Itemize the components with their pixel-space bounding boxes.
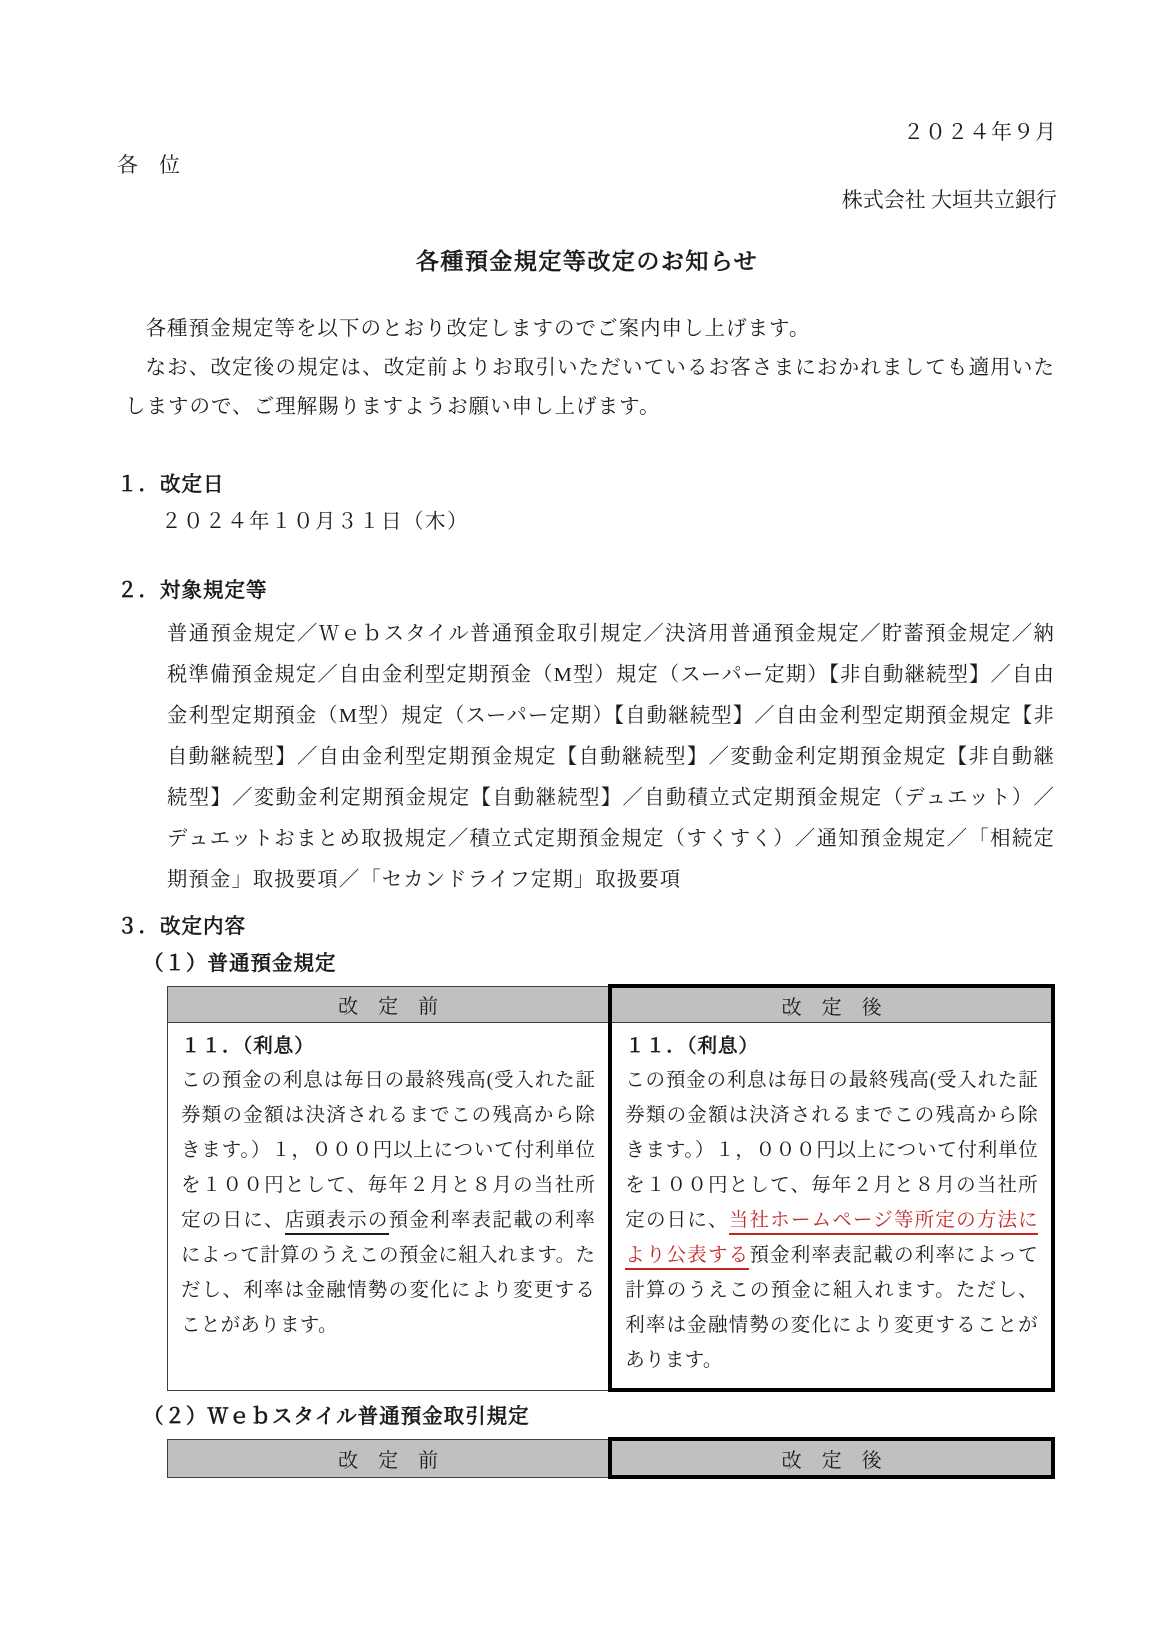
- revision-date: ２０２４年１０月３１日（木）: [161, 511, 469, 533]
- clause-text-after-pre: この預金の利息は毎日の最終残高(受入れた証券類の金額は決済されるまでこの残高から除きます。）１，０００円以上について付利単位を１００円として、毎年２月と８月の当社所定の日に、: [625, 1070, 1038, 1231]
- before-revision-cell: [168, 1023, 611, 1391]
- column-header-after: 改 定 後: [610, 986, 1053, 1023]
- clause-text-before-pre: この預金の利息は毎日の最終残高(受入れた証券類の金額は決済されるまでこの残高から除きます。）１，０００円以上について付利単位を１００円として、毎年２月と８月の当社所定の日に、: [181, 1070, 596, 1231]
- revision-table-ordinary-deposit: [167, 984, 1055, 1392]
- company-name: 株式会社 大垣共立銀行: [841, 188, 1057, 212]
- document-date: ２０２４年９月: [903, 120, 1057, 144]
- table-header-row: [168, 1439, 1054, 1477]
- recipient-line: 各 位: [117, 153, 180, 177]
- clause-title-after: １１．（利息）: [625, 1034, 760, 1057]
- table-body-row: [168, 1023, 1054, 1391]
- column-header-before: 改 定 前: [168, 986, 611, 1023]
- subsection1-heading: （１）普通預金規定: [143, 951, 337, 975]
- table-header-row: [168, 986, 1054, 1023]
- column-header-after: 改 定 後: [610, 1439, 1053, 1477]
- intro-paragraph-2: なお、改定後の規定は、改定前よりお取引いただいているお客さまにおかれましても適用いたしますので、ご理解賜りますようお願い申し上げます。: [125, 357, 1055, 418]
- after-revision-cell: [610, 1023, 1053, 1391]
- clause-text-after-highlighted: 当社ホームページ等所定の方法により公表する: [625, 1210, 1038, 1270]
- clause-text-after-post: 預金利率表記載の利率によって計算のうえこの預金に組入れます。ただし、利率は金融情勢の変化により変更することがあります。: [625, 1245, 1038, 1371]
- intro-paragraph-1: 各種預金規定等を以下のとおり改定しますのでご案内申し上げます。: [145, 318, 811, 340]
- revision-table-web-style-deposit: [167, 1437, 1055, 1479]
- column-header-before: 改 定 前: [168, 1439, 611, 1477]
- clause-title-before: １１．（利息）: [181, 1034, 315, 1057]
- clause-text-after: [625, 1063, 1038, 1378]
- clause-text-before: [181, 1063, 595, 1343]
- section3-heading: ３．改定内容: [117, 914, 246, 938]
- clause-text-before-post: 預金利率表記載の利率によって計算のうえこの預金に組入れます。ただし、利率は金融情勢の変化により変更することがあります。: [181, 1210, 596, 1336]
- clause-text-before-underlined: 店頭表示の: [285, 1210, 389, 1235]
- target-regulations-list: 普通預金規定／Ｗｅｂスタイル普通預金取引規定／決済用普通預金規定／貯蓄預金規定／納税準備預金規定／自由金利型定期預金（M型）規定（スーパー定期）【非自動継続型】／自由金利型定期預金（M型）規定（スーパー定期）【自動継続型】／自由金利型定期預金規定【非自動継続型】／自由金利型定期預金規定【自動継続型】／変動金利定期預金規定【非自動継続型】／変動金利定期預金規定【自動継続型】／自動積立式定期預金規定（デュエット）／デュエットおまとめ取扱規定／積立式定期預金規定（すくすく）／通知預金規定／「相続定期預金」取扱要項／「セカンドライフ定期」取扱要項: [167, 623, 1055, 891]
- subsection2-heading: （２）Ｗｅｂスタイル普通預金取引規定: [143, 1404, 530, 1428]
- section2-heading: ２．対象規定等: [117, 578, 268, 602]
- intro-paragraphs: [117, 310, 1057, 427]
- section1-heading: １．改定日: [117, 472, 225, 496]
- document-title: 各種預金規定等改定のお知らせ: [415, 249, 759, 275]
